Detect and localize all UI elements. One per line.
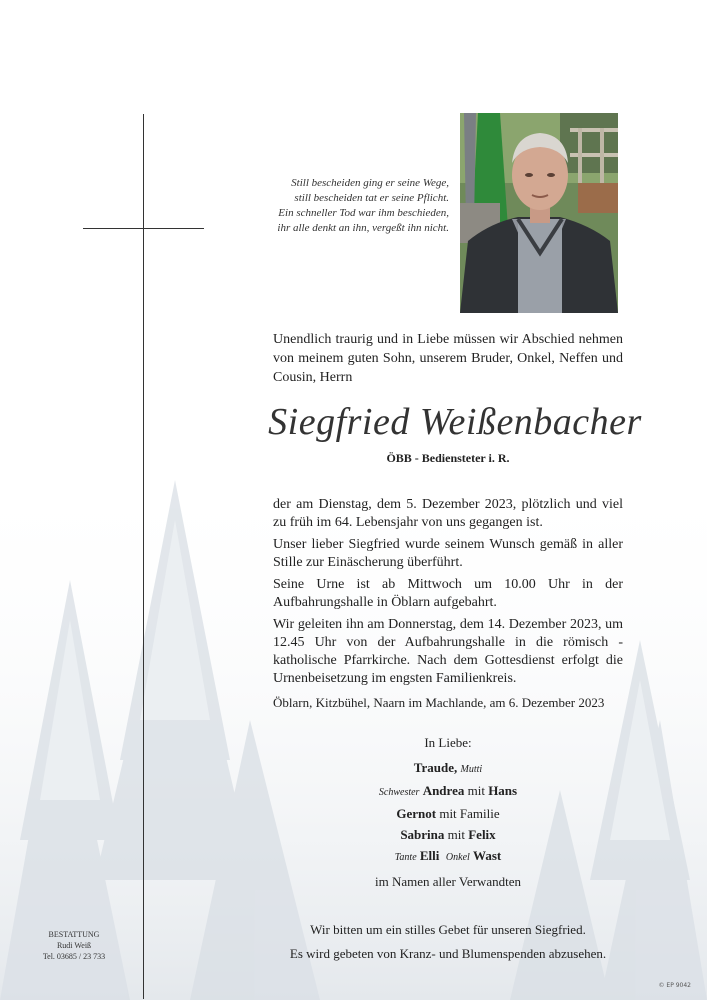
memorial-verse [229,176,449,236]
mourner-name: Hans [488,783,518,798]
mourner-line [273,803,623,824]
mourner-connector: mit [467,783,485,798]
undertaker-phone: Tel. 03685 / 23 733 [42,952,106,961]
mourner-name: Traude, [413,760,458,775]
verse-line: Ein schneller Tod war ihm beschieden, [278,207,449,219]
cross-horizontal [83,228,204,229]
flowers-request: Es wird gebeten von Kranz- und Blumenspenden abzusehen. [289,946,607,961]
deceased-name: Siegfried Weißenbacher [268,401,642,443]
mourner-name: Sabrina [400,827,445,842]
obituary-body [273,496,623,716]
mourner-name: Felix [468,827,496,842]
verse-line: Still bescheiden ging er seine Wege, [291,177,449,189]
mourner-name: Wast [473,848,502,863]
mourner-connector: mit [447,827,465,842]
mourner-name: Elli [419,848,440,863]
closing-text [273,918,623,966]
mourner-line [273,845,623,868]
mourner-line [273,780,623,803]
mourner-name: Gernot [396,806,437,821]
mourner-line [273,824,623,845]
place-date: Öblarn, Kitzbühel, Naarn im Machlande, am 6. Dezember 2023 [273,695,605,710]
relatives-line: im Namen aller Verwandten [375,874,521,889]
cremation-notice: Unser lieber Siegfried wurde seinem Wunsch gemäß in aller Stille zur Einäscherung überführt. [273,537,623,570]
mourner-connector: mit Familie [439,806,500,821]
service-notice: Wir geleiten ihn am Donnerstag, dem 14. Dezember 2023, um 12.45 Uhr von der Aufbahrungshalle in die römisch - katholische Pfarrkirche. Nach dem Gottesdienst erfolgt die Urnenbeisetzung im engsten Familienkreis. [273,617,623,686]
cross-vertical [143,114,144,999]
portrait-photo [460,113,618,313]
mourners-heading: In Liebe: [424,735,472,750]
mourner-line [273,757,623,780]
mourner-relation: Schwester [378,787,420,798]
print-code: © EP 9042 [658,982,691,989]
undertaker-label: BESTATTUNG [48,930,100,939]
mourner-relation: Tante [394,852,417,863]
death-notice: der am Dienstag, dem 5. Dezember 2023, plötzlich und viel zu früh im 64. Lebensjahr von uns gegangen ist. [273,497,623,530]
verse-line: ihr alle denkt an ihn, vergeßt ihn nicht. [277,222,449,234]
urn-notice: Seine Urne ist ab Mittwoch um 10.00 Uhr in der Aufbahrungshalle in Öblarn aufgebahrt. [273,577,623,610]
prayer-request: Wir bitten um ein stilles Gebet für unseren Siegfried. [310,922,586,937]
undertaker-name: Rudi Weiß [56,941,92,950]
deceased-occupation: ÖBB - Bediensteter i. R. [386,451,510,465]
verse-line: still bescheiden tat er seine Pflicht. [294,192,449,204]
mourner-relation: Mutti [460,764,483,775]
undertaker-info [24,929,124,962]
mourner-name: Andrea [422,783,465,798]
mourner-relation: Onkel [445,852,470,863]
intro-text: Unendlich traurig und in Liebe müssen wir Abschied nehmen von meinem guten Sohn, unserem Bruder, Onkel, Neffen und Cousin, Herrn [273,332,623,385]
mourners-list [273,732,623,892]
